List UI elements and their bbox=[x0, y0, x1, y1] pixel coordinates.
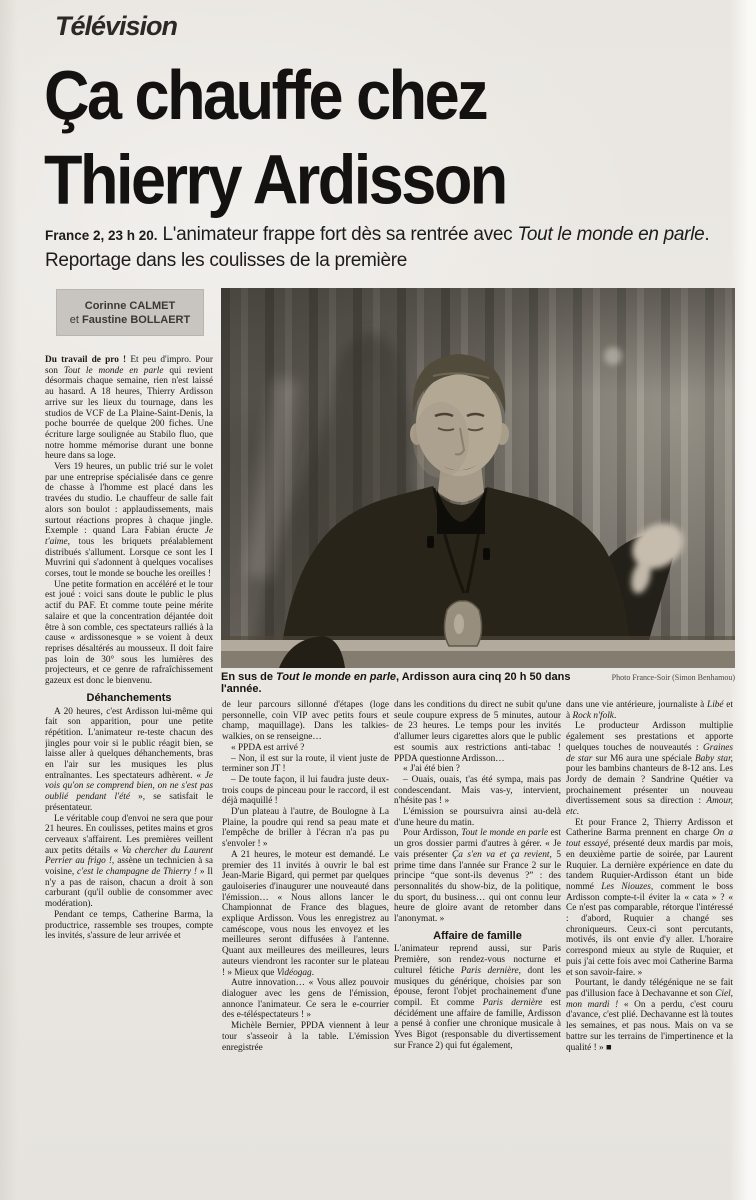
photo-illustration bbox=[221, 288, 735, 668]
article-paragraph: de leur parcours sillonné d'étapes (loge personnelle, coin VIP avec petits fours et champ, maquillage). Dans les talkies-walkies, on se renseigne… bbox=[222, 700, 389, 743]
article-column-1 bbox=[45, 355, 213, 1155]
article-paragraph: Michèle Bernier, PPDA viennent à leur tour s'asseoir à la table. L'émission enregistrée bbox=[222, 1021, 389, 1053]
article-paragraph: A 21 heures, le moteur est demandé. Le premier des 11 invités à ouvrir le bal est Jean-Marie Bigard, qui permet par quelques gauloiseries d'inaugurer une nouveauté dans l'émission… « Nous allons lancer le Championnat de France des blagues, explique Ardisson. Vous les enregistrez au caméscope, vous nous les envoyez et les meilleures seront diffusées à l'antenne. Quant aux meilleures des meilleures, leurs auteurs viendront les raconter sur le plateau ! » Mieux que Vidéogag. bbox=[222, 849, 389, 978]
article-paragraph: dans les conditions du direct ne subit qu'une seule coupure express de 5 minutes, autour de 23 heures. Le temps pour les invités d'allumer leurs cigarettes alors que le public est soumis aux restrictions anti-tabac ! PPDA questionne Ardisson… bbox=[394, 700, 561, 764]
article-paragraph: Une petite formation en accéléré et le tour est joué : voici sans doute le public le plus actif du PAF. Et comme toute peine mérite salaire et que la concentration déjantée doit être à son comble, ces spectateurs ralliés à la cause « ardissonesque » se voient à deux reprises désaltérés au mousseux. Il doit faire pas loin de 30° sous les lumières des projecteurs, et ce genre de rafraîchissement gazeux est donc le bienvenu. bbox=[45, 579, 213, 687]
headline-line-1: Ça chauffe chez bbox=[44, 57, 487, 135]
article-paragraph: dans une vie antérieure, journaliste à Libé et à Rock n'folk. bbox=[566, 700, 733, 721]
article-paragraph: – Non, il est sur la route, il vient juste de terminer son JT ! bbox=[222, 753, 389, 775]
mic-clip-left bbox=[427, 536, 434, 548]
article-paragraph: Le producteur Ardisson multiplie également ses prestations et apporte quelques touches de nouveautés : Graines de star sur M6 aura une spéciale Baby star, pour les bambins chanteurs de 8-12 ans. Les Jordy de demain ? Sandrine Quétier va prochainement présenter un nouveau divertissement sous sa direction : Amour, etc. bbox=[566, 721, 733, 818]
article-paragraph: « J'ai été bien ? bbox=[403, 764, 460, 775]
photo-caption-row bbox=[221, 671, 735, 695]
byline-author-2: et Faustine BOLLAERT bbox=[69, 313, 191, 326]
article-paragraph: Vers 19 heures, un public trié sur le volet par une entreprise spécialisée dans ce genre de chasse à l'homme est placé dans les travées du studio. Le chauffeur de salle fait alors son boulot : applaudissements, mais surtout réactions propres à chaque jingle. Exemple : quand Lara Fabian éructe Je t'aime, tous les briquets préalablement distribués s'allument. Lorsque ce sont les I Muvrini qui s'adonnent à quelques vocalises corses, tout le monde se bouche les oreilles ! bbox=[45, 462, 213, 580]
jug-highlight bbox=[454, 614, 464, 634]
channel-time-kicker: France 2, 23 h 20. bbox=[45, 228, 158, 243]
byline-author-1: Corinne CALMET bbox=[84, 299, 176, 312]
article-paragraph: – De toute façon, il lui faudra juste deux-trois coups de pinceau pour le raccord, il est déjà maquillé ! bbox=[222, 774, 389, 807]
article-paragraph: Du travail de pro ! Et peu d'impro. Pour son Tout le monde en parle qui revient désormais chaque semaine, rien n'est laissé au hasard. A 18 heures, Thierry Ardisson arrive sur les lieux du tournage, dans les studios de VCF de La Plaine-Saint-Denis, la poche bourrée de quelque 200 fiches. Une écriture large soulignée au Stabilo fluo, que notre homme mémorise durant une bonne heure dans sa loge. bbox=[45, 355, 213, 462]
ardisson-photo bbox=[221, 288, 735, 668]
crosshead: Affaire de famille bbox=[433, 929, 522, 942]
article-paragraph: L'émission se poursuivra ainsi au-delà d'une heure du matin. bbox=[394, 807, 561, 828]
article-paragraph: Pendant ce temps, Catherine Barma, la productrice, rassemble ses troupes, compte les invités, s'assure de leur arrivée et bbox=[45, 909, 213, 942]
headline bbox=[44, 54, 744, 223]
article-paragraph: Et pour France 2, Thierry Ardisson et Catherine Barma prennent en charge On a tout essayé, présenté deux mardis par mois, en deuxième partie de soirée, par Laurent Ruquier. La dernière expérience en date du tandem Ruquier-Ardisson étant un bide nommé Les Niouzes, comment le boss Ardisson compte-t-il éviter la « cata » ? « Ce n'est pas comparable, rétorque l'intéressé : d'abord, Ruquier a changé ses chroniqueurs. Ceux-ci sont percutants, motivés, ils ont envie d'y aller. L'horaire correspond mieux au style de Ruquier, et puis j'ai cette fois avec moi Catherine Barma et son savoir-faire. » bbox=[566, 817, 733, 978]
article-paragraph: D'un plateau à l'autre, de Boulogne à La Plaine, la poudre qui rend sa peau mate et l'empêche de briller à l'écran n'a pas pu s'envoler ! » bbox=[222, 807, 389, 850]
standfirst bbox=[45, 222, 745, 273]
photo-caption: En sus de Tout le monde en parle, Ardisson aura cinq 20 h 50 dans l'année. bbox=[221, 671, 571, 695]
article-paragraph: A 20 heures, c'est Ardisson lui-même qui fait son apparition, pour une petite répétition. L'animateur re-teste chacun des jingles pour voir si le public réagit bien, se laisse aller à quelques déhanchements, bras en l'air sur les musiques les plus entraînantes. Les spectateurs adhèrent. « Je vois qu'on se comprend bien, on ne s'est pas oublié pendant l'été », se satisfait le présentateur. bbox=[45, 706, 213, 813]
article-paragraph: Autre innovation… « Vous allez pouvoir dialoguer avec les gens de l'émission, annonce l'animateur. Ce sera le e-courrier des e-téléspectateurs ! » bbox=[222, 978, 389, 1021]
article-paragraph: « PPDA est arrivé ? bbox=[231, 742, 305, 753]
article-paragraph: Pourtant, le dandy télégénique ne se fait pas d'illusion face à Dechavanne et son Ciel, mon mardi ! « On a perdu, c'est couru d'avance, c'est plié. Dechavanne est là toutes les semaines, et pas nous. Mais on va se battre sur les terrains de l'impertinence et la qualité ! » ■ bbox=[566, 978, 733, 1053]
article-paragraph: – Ouais, ouais, t'as été sympa, mais pas condescendant. Mais vas-y, intervient, n'hésite pas ! » bbox=[394, 774, 561, 807]
article-paragraph: L'animateur reprend aussi, sur Paris Première, son rendez-vous nocturne et culturel fétiche Paris dernière, dont les musiques du générique, choisies par son épouse, feront l'objet prochainement d'une compil. Et comme Paris dernière est décidément une affaire de famille, Ardisson a pensé à confier une chronique musicale à Yves Bigot (responsable du divertissement sur France 2) qui fut également, bbox=[394, 944, 561, 1051]
article-column-2 bbox=[222, 700, 389, 1155]
headline-line-2: Thierry Ardisson bbox=[44, 142, 506, 219]
article-paragraph: Le véritable coup d'envoi ne sera que pour 21 heures. En coulisses, petites mains et gros cerveaux s'affairent. Les premières veillent aux petits détails « Va chercher du Laurent Perrier au frigo !, assène un technicien à sa voisine, c'est le champagne de Thierry ! » Il n'y a pas de raison, chacun a droit à son carburant (qu'il oublie de consommer avec modération). bbox=[45, 813, 213, 910]
byline-box bbox=[56, 289, 204, 336]
photo-credit: Photo France-Soir (Simon Benhamou) bbox=[611, 673, 735, 682]
mic-clip-right bbox=[483, 548, 490, 560]
article-column-4 bbox=[566, 700, 733, 1155]
standfirst-text: L'animateur frappe fort dès sa rentrée avec Tout le monde en parle. Reportage dans les coulisses de la première bbox=[45, 224, 710, 271]
article-column-3 bbox=[394, 700, 561, 1155]
section-title: Télévision bbox=[55, 11, 178, 41]
crosshead: Déhanchements bbox=[86, 691, 172, 704]
article-paragraph: Pour Ardisson, Tout le monde en parle est un gros dossier parmi d'autres à gérer. « Je vais présenter Ça s'en va et ça revient, 5 prime time dans l'année sur France 2 sur le principe “que sont-ils devenus ?” : des personnalités du show-biz, de la politique, du sport, du business… qui ont connu leur heure de gloire avant de retomber dans l'anonymat. » bbox=[394, 828, 561, 925]
